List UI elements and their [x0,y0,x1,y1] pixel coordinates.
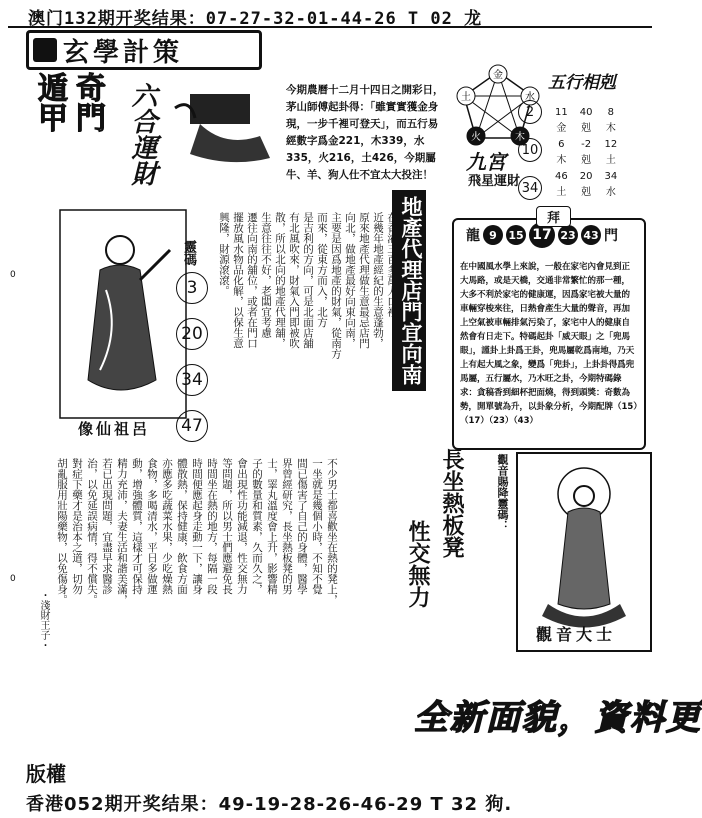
author-signature: ・淺財王子・ [38,590,49,650]
article-column: 近幾年地產經紀的生意蓬勃， [372,212,384,349]
wuxing-label-1: 水 [525,92,535,103]
guanyin-label: 觀音賜降靈碼： [496,454,509,531]
lucky-tail: 門 [604,228,618,244]
lingma-number: 34 [176,364,208,396]
article-column: 向北，做地產最好向東向南， [344,212,356,349]
lingma-number: 47 [176,410,208,442]
wuxing-label-0: 金 [493,70,503,81]
article-column: 是吉利的方向，可是北面店舖 [302,212,314,349]
qimen-title [32,72,104,132]
banner-title: 玄學計策 [63,37,184,68]
article-title-line1: 長坐熱板凳 [439,448,464,558]
article-column: 生意往往不好，老闆宜考慮 [260,212,272,338]
article-column: 界曾經研究，長坐熱板凳的男 [281,458,293,595]
lingma-number: 3 [176,272,208,304]
table-row: 土 剋 水 [556,187,616,198]
jiugong-number: 10 [518,138,542,162]
article-column: 間已傷害了自己的身體，醫學 [296,458,308,595]
margin-mark: 0 [10,270,16,280]
lingma-left [176,240,208,456]
section-banner [26,30,262,70]
article-column: 胡亂服用壯陽藥物，以免傷身。 [56,458,68,605]
lu-zushi-illustration [60,210,188,420]
lingma-number: 20 [176,318,208,350]
article-column: 若已出現問題，宜盡早求醫診 [101,458,113,595]
article-realestate-body [218,212,398,422]
article-column: 遷往向南的舖位，或者在門口 [246,212,258,349]
article-column: 時間便應起身走動一下，讓身 [191,458,203,595]
top-divider [8,26,652,28]
hongkong-result-line: 香港052期开奖结果：49-19-28-26-46-29 T 32 狗. [26,794,513,815]
article-column: 原來地產代理做生意最忌店門 [358,212,370,349]
intro-paragraph: 今期農曆十二月十四日之開彩日，茅山師傅起卦得：「雖實實獲金身現，一步千裡可登天」，而五行易經數字爲金221，木339，水335，火216，土426，今期屬牛、羊、狗人仕不宜太大投注！ [286,84,444,181]
article-health-body [56,458,338,698]
article-column: 有北風吹來，財氣入門即被吹 [288,212,300,349]
lucky-number: 43 [581,225,601,245]
lucky-label: 拜 [536,206,571,227]
article-column: 一坐就是幾個小時，不知不覺 [311,458,323,595]
lucky-animal: 龍 [466,228,480,244]
article-column: 而來，從東方而入，北方 [316,212,328,328]
jiugong-number: 34 [518,176,542,200]
slogan: 全新面貌，資料更 [414,698,702,738]
lingma-left-label: 靈碼 [181,240,196,266]
article-column: 對症下藥才是治本之道，切勿 [71,458,83,595]
margin-mark: 0 [10,574,16,584]
article-column: 等問題，所以男士們應避免長 [221,458,233,595]
article-column: 體散熱，保持健康，飲食方面 [176,458,188,595]
table-row: 46 20 34 [555,171,618,182]
jiugong-subtitle: 飛星運財 [468,174,521,189]
qimen-col-2: 奇門 [70,72,105,132]
qimen-col-1: 遁甲 [32,72,67,132]
article-column: 會出現性功能減退，性交無力 [236,458,248,595]
lucky-paragraph: 在中國風水學上來說，一般在家宅內會見到正大馬路，或是天橋，交通非常繁忙的那一種，大多不利於家宅的健康運，因爲家宅被大量的車輛穿梭來往，日熱會產生大量的聲音，再加上空氣被車輛排氣污染了，家宅中人的健康自然會有日走下。特碼起卦「威天眼」之「兜馬眼」，謹卦上卦爲王卦，兜馬屬乾爲南地，乃天上有起大風之象，變爲「兜卦」，上卦卦得爲兜馬屬，五行屬水，乃木旺之卦，今期特碼錄求：貪稿香到細杯把面燒，得到頭獎：奇數為勢，開單號為升，以卦象分析，今期配牌（15）（17）（23）（43） [460,262,638,426]
article-column: 士，睪丸溫度會上升，影響精 [266,458,278,595]
table-row: 11 40 8 [555,107,615,118]
liuhe-title: 六合運財 [127,82,157,186]
wuxing-label-3: 火 [471,132,481,143]
realestate-headline: 地產代理店門宜向南 [392,190,426,391]
article-column: 散，所以北向的地產代理舖， [274,212,286,349]
table-row: 金 剋 木 [556,123,616,134]
lucky-number: 23 [558,225,578,245]
copyright-label: 版權 [26,762,66,786]
article-column: 精力充沛，夫妻生活和諧美滿， [116,458,128,605]
lion-dance-illustration [170,88,280,168]
article-column: 興隆，財源滾滾。 [218,212,230,296]
lucky-number: 17 [529,222,555,248]
xiangke-title: 五行相剋 [548,73,616,93]
article-column: 子的數量和質素，久而久之， [251,458,263,595]
article-column: 不少男士都喜歡坐在熱的凳上， [326,458,338,605]
macau-result-line: 澳门132期开奖结果：07-27-32-01-44-26 T 02 龙 [28,9,483,29]
article-column: 治，以免延誤病情，得不償失。 [86,458,98,605]
article-title-line2: 性交無力 [405,520,430,608]
article-column: 時間坐在熱的地方，每隔一段 [206,458,218,595]
lucky-number: 15 [506,225,526,245]
table-row: 6 -2 12 [558,139,618,150]
article-column: 擺放風水物品化解，以保生意 [232,212,244,349]
lucky-number: 9 [483,225,503,245]
jiugong-number: 2 [518,100,542,124]
wuxing-label-4: 土 [461,92,471,103]
zushi-caption: 像仙祖呂 [78,420,151,438]
banner-mark-icon [33,38,57,62]
guanyin-caption: 觀音大士 [536,625,617,644]
xiangke-table [548,104,624,202]
wuxing-label-2: 木 [515,132,525,143]
article-column: 亦應多吃蔬菜水果，少吃燥熱 [161,458,173,595]
article-column: 主要是因爲地產的財氣，從南方 [330,212,342,359]
article-column: 動，增強體質，這樣才可保持 [131,458,143,595]
jiugong-numbers [518,100,542,200]
table-row: 木 剋 土 [556,155,616,166]
article-column: 食物，多喝清水，平日多做運 [146,458,158,595]
jiugong-title: 九宮 [466,150,506,174]
